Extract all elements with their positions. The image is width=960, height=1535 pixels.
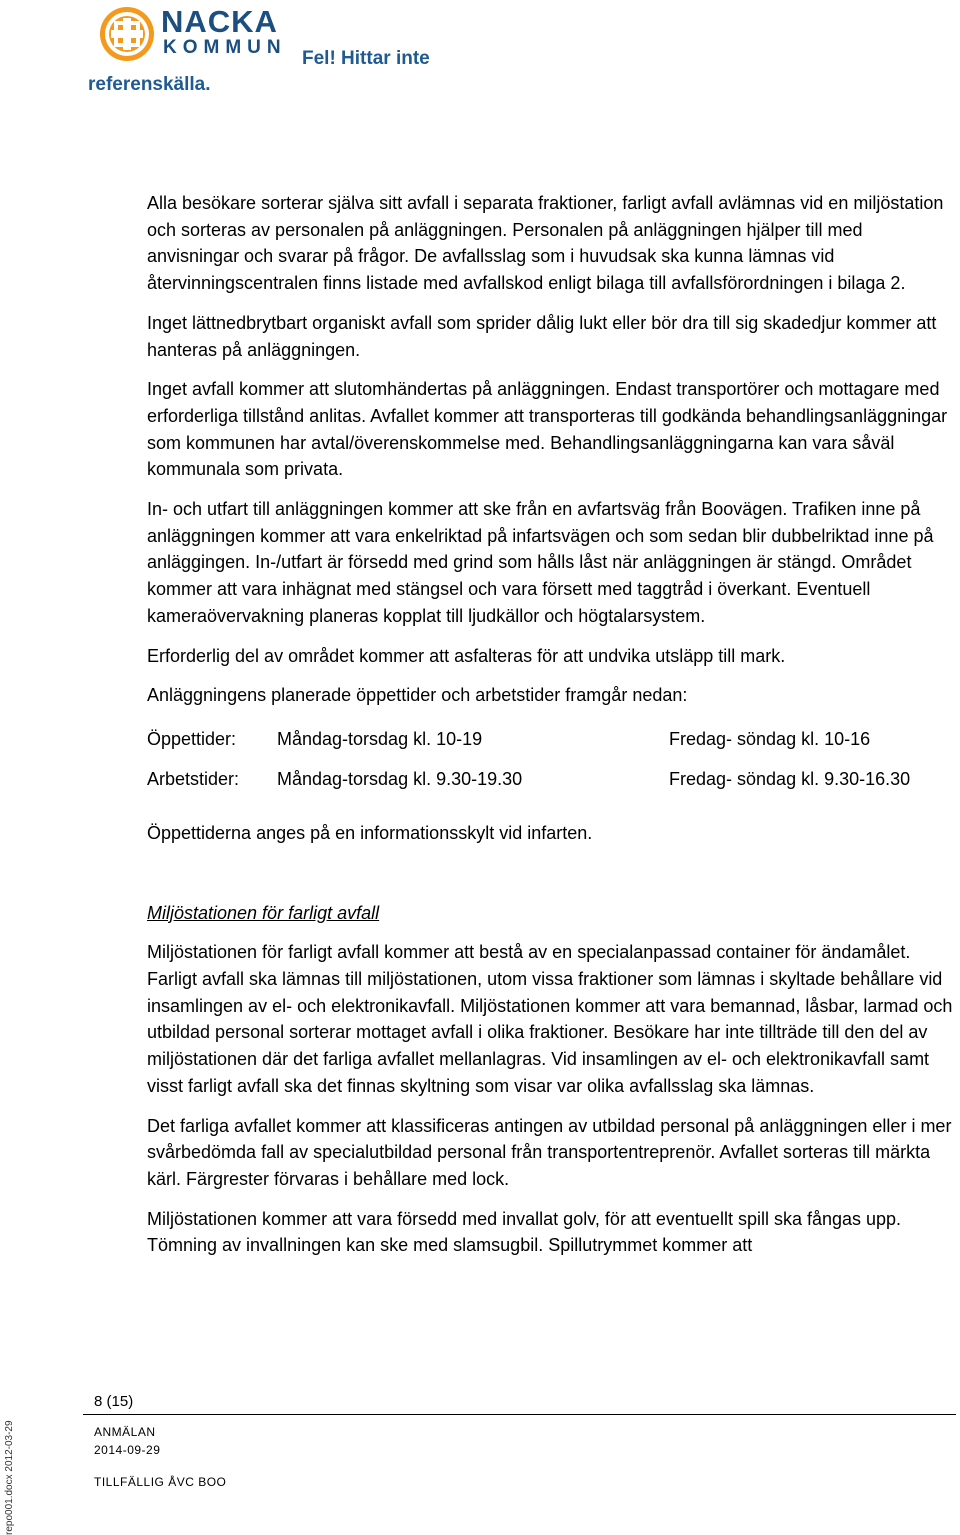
paragraph-disposal: Inget avfall kommer att slutomhändertas på anläggningen. Endast transportörer och mottagare med erforderliga tillstånd anlitas. Avfallet kommer att transporteras till godkända behandlingsanläggningar som kommunen har avtal/överenskommelse med. Behandlingsanläggningarna kan vara såväl kommunala som privata. (147, 379, 948, 480)
paragraph-classification: Det farliga avfallet kommer att klassificeras antingen av utbildad personal på anläggningen eller i mer svårbedömda fall av specialutbildad personal från transportentreprenör. Avfallet sorteras till märkta kärl. Färgrester förvaras i behållare med lock. (147, 1115, 952, 1189)
paragraph-opening-sign: Öppettiderna anges på en informationsskylt vid infarten. (147, 822, 593, 843)
paragraph-access: In- och utfart till anläggningen kommer att ske från en avfartsväg från Boovägen. Trafiken inne på anläggningen kommer att vara enkelriktad på infartsvägen och som sedan blir dubbelriktad inne på anläggingen. In-/utfart är försedd med grind som hålls låst när anläggningen är stängd. Området kommer att vara inhägnat med stängsel och vara försett med taggtråd i överkant. Eventuell kameraövervakning planeras kopplat till ljudkällor och högtalarsystem. (147, 499, 934, 626)
working-hours-row (147, 766, 957, 792)
schedule-weekdays: Måndag-torsdag kl. 10-19 (277, 728, 483, 749)
paragraph-station: Miljöstationen för farligt avfall kommer att bestå av en specialanpassad container för ändamålet. Farligt avfall ska lämnas till miljöstationen, utom vissa fraktioner som lämnas i skyltade behållare vid insamlingen av el- och elektronikavfall. Miljöstationen kommer att vara bemannad, låsbar, larmad och utbildad personal sorterar mottaget avfall i olika fraktioner. Besökare har inte tillträde till den del av miljöstationen där det farliga avfallet mellanlagras. Vid insamlingen av el- och elektronikavfall samt visst farligt avfall ska det finnas skyltning som visar var olika avfallsslag ska lämnas. (147, 942, 953, 1096)
footer-doc-type: ANMÄLAN (94, 1425, 156, 1439)
logo-subtitle: KOMMUN (163, 37, 287, 58)
footer-date: 2014-09-29 (94, 1443, 161, 1457)
footer-divider (83, 1414, 956, 1415)
nacka-emblem-icon (97, 4, 157, 64)
paragraph-sorting: Alla besökare sorterar själva sitt avfall i separata fraktioner, farligt avfall avlämnas vid en miljöstation och sorteras av personalen på anläggningen. Personalen på anläggningen hjälper till med anvisningar och svarar på frågor. De avfallsslag som i huvudsak ska kunna lämnas vid återvinningscentralen finns listade med avfallskod enligt bilaga till avfallsförordningen i bilaga 2. (147, 193, 944, 294)
schedule-weekend: Fredag- söndag kl. 10-16 (669, 728, 871, 749)
opening-hours-row (147, 726, 957, 752)
nacka-logo (97, 4, 287, 66)
page-number: 8 (15) (94, 1393, 134, 1410)
schedule-label: Arbetstider: (147, 768, 240, 789)
schedule-weekdays: Måndag-torsdag kl. 9.30-19.30 (277, 768, 523, 789)
reference-error-line1: Fel! Hittar inte (302, 48, 430, 69)
footer-subject: TILLFÄLLIG ÅVC BOO (94, 1475, 227, 1489)
template-id: repo001.docx 2012-03-29 (4, 1420, 15, 1535)
schedule-label: Öppettider: (147, 728, 237, 749)
reference-error-line2: referenskälla. (88, 74, 211, 95)
paragraph-asphalt: Erforderlig del av området kommer att asfalteras för att undvika utsläpp till mark. (147, 645, 786, 666)
logo-wordmark: NACKA (161, 4, 278, 39)
document-body (147, 190, 957, 1259)
paragraph-hours-intro: Anläggningens planerade öppettider och arbetstider framgår nedan: (147, 685, 688, 706)
paragraph-floor: Miljöstationen kommer att vara försedd med invallat golv, för att eventuellt spill ska fångas upp. Tömning av invallningen kan ske med slamsugbil. Spillutrymmet kommer att (147, 1208, 902, 1256)
paragraph-organic-waste: Inget lättnedbrytbart organiskt avfall som sprider dålig lukt eller bör dra till sig skadedjur kommer att hanteras på anläggningen. (147, 312, 937, 360)
section-heading: Miljöstationen för farligt avfall (147, 902, 380, 923)
schedule-weekend: Fredag- söndag kl. 9.30-16.30 (669, 768, 911, 789)
